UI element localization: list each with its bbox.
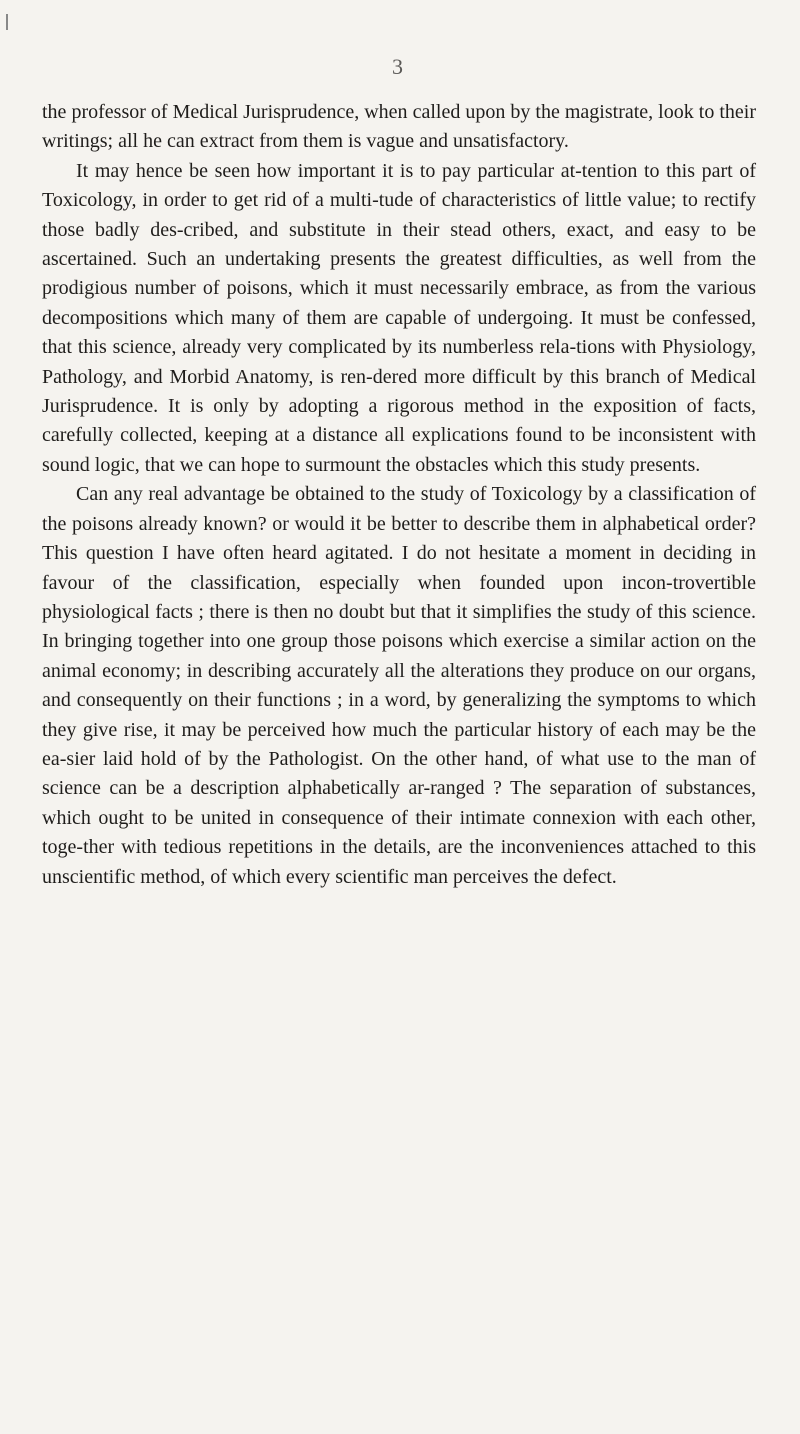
page-edge-mark — [6, 14, 8, 30]
page-number: 3 — [392, 54, 403, 79]
body-text — [42, 98, 756, 892]
paragraph-1: the professor of Medical Jurisprudence, when called upon by the magistrate, look to their writings; all he can extract from them is vague and unsatisfactory. — [42, 101, 756, 153]
paragraph-3: Can any real advantage be obtained to the study of Toxicology by a classification of the poisons already known? or would it be better to describe them in alphabetical order? This question I have often heard agitated. I do not hesitate a moment in deciding in favour of the classification, especially when founded upon incon-trovertible physiological facts ; there is then no doubt but that it simplifies the study of this science. In bringing together into one group those poisons which exercise a similar action on the animal economy; in describing accurately all the alterations they produce on our organs, and consequently on their functions ; in a word, by generalizing the symptoms to which they give rise, it may be perceived how much the particular history of each may be the ea-sier laid hold of by the Pathologist. On the other hand, of what use to the man of science can be a description alphabetically ar-ranged ? The separation of substances, which ought to be united in consequence of their intimate connexion with each other, toge-ther with tedious repetitions in the details, are the inconveniences attached to this unscientific method, of which every scientific man perceives the defect. — [42, 483, 756, 888]
paragraph-2: It may hence be seen how important it is to pay particular at-tention to this part of Toxicology, in order to get rid of a multi-tude of characteristics of little value; to rectify those badly des-cribed, and substitute in their stead others, exact, and easy to be ascertained. Such an undertaking presents the greatest difficulties, as well from the prodigious number of poisons, which it must necessarily embrace, as from the various decompositions which many of them are capable of undergoing. It must be confessed, that this science, already very complicated by its numberless rela-tions with Physiology, Pathology, and Morbid Anatomy, is ren-dered more difficult by this branch of Medical Jurisprudence. It is only by adopting a rigorous method in the exposition of facts, carefully collected, keeping at a distance all explications found to be inconsistent with sound logic, that we can hope to surmount the obstacles which this study presents. — [42, 159, 756, 476]
